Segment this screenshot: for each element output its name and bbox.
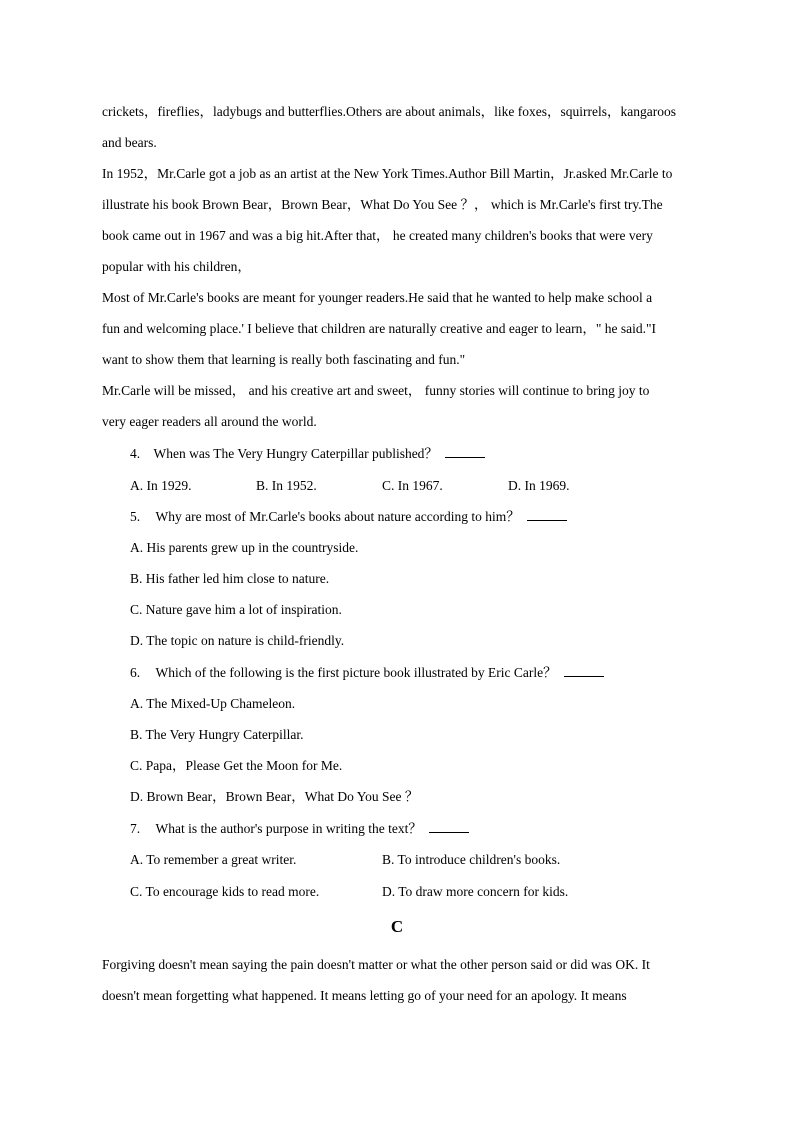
question-text: When was The Very Hungry Caterpillar published？ [153,446,438,461]
option-b[interactable]: B. His father led him close to nature. [130,571,330,586]
question-stem [130,445,485,463]
option-a[interactable]: A. In 1929. [130,478,192,493]
option-c[interactable]: C. To encourage kids to read more. [130,884,320,899]
passage-line: Most of Mr.Carle's books are meant for younger readers.He said that he wanted to help make school a [102,290,653,305]
answer-blank[interactable] [445,445,485,458]
question-number: 7. [130,821,141,836]
question-text: What is the author's purpose in writing the text？ [155,821,422,836]
option-c[interactable]: C. Nature gave him a lot of inspiration. [130,602,342,617]
option-d[interactable]: D. Brown Bear，Brown Bear，What Do You See ？ [130,789,419,804]
option-b[interactable]: B. The Very Hungry Caterpillar. [130,727,304,742]
section-heading: C [390,917,404,936]
question-stem [130,508,567,526]
option-b[interactable]: B. To introduce children's books. [382,852,561,867]
answer-blank[interactable] [429,820,469,833]
passage-line: want to show them that learning is really both fascinating and fun." [102,352,466,367]
question-stem [130,820,469,838]
passage-line: fun and welcoming place.' I believe that children are naturally creative and eager to learn，" he said."I [102,321,656,336]
question-number: 6. [130,665,141,680]
passage-line: very eager readers all around the world. [102,414,317,429]
option-a[interactable]: A. To remember a great writer. [130,852,297,867]
option-d[interactable]: D. In 1969. [508,478,570,493]
option-d[interactable]: D. To draw more concern for kids. [382,884,569,899]
option-a[interactable]: A. His parents grew up in the countryside. [130,540,359,555]
question-number: 4. [130,446,141,461]
passage-line: Forgiving doesn't mean saying the pain doesn't matter or what the other person said or did was OK. It [102,957,650,972]
option-a[interactable]: A. The Mixed-Up Chameleon. [130,696,296,711]
answer-blank[interactable] [527,508,567,521]
passage-line: book came out in 1967 and was a big hit.After that， he created many children's books that were very [102,228,653,243]
option-b[interactable]: B. In 1952. [256,478,317,493]
passage-line: and bears. [102,135,157,150]
question-text: Which of the following is the first picture book illustrated by Eric Carle？ [155,665,557,680]
option-c[interactable]: C. Papa，Please Get the Moon for Me. [130,758,343,773]
passage-line: illustrate his book Brown Bear，Brown Bear，What Do You See ？， which is Mr.Carle's first try.The [102,197,663,212]
passage-line: doesn't mean forgetting what happened. It means letting go of your need for an apology. It means [102,988,627,1003]
passage-line: In 1952，Mr.Carle got a job as an artist at the New York Times.Author Bill Martin，Jr.asked Mr.Carle to [102,166,673,181]
question-stem [130,664,604,682]
passage-line: Mr.Carle will be missed， and his creative art and sweet， funny stories will continue to bring joy to [102,383,650,398]
passage-line: popular with his children， [102,259,251,274]
question-number: 5. [130,509,141,524]
question-text: Why are most of Mr.Carle's books about nature according to him？ [155,509,520,524]
option-d[interactable]: D. The topic on nature is child-friendly. [130,633,345,648]
passage-line: crickets，fireflies，ladybugs and butterflies.Others are about animals，like foxes，squirrels，kangaroos [102,104,676,119]
option-c[interactable]: C. In 1967. [382,478,443,493]
answer-blank[interactable] [564,664,604,677]
